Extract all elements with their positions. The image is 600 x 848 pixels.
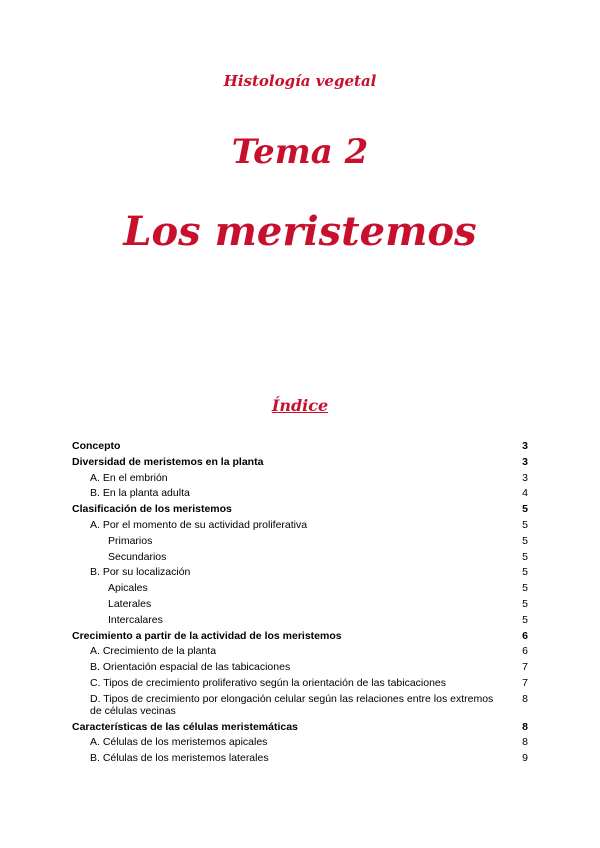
toc-entry[interactable] — [72, 535, 528, 547]
toc-entry-label: Laterales — [108, 597, 152, 610]
toc-entry[interactable] — [72, 440, 528, 452]
tema-heading: Tema 2 — [231, 132, 369, 172]
toc-entry[interactable] — [72, 582, 528, 594]
toc-entry-page: 3 — [522, 440, 528, 452]
toc-entry[interactable] — [72, 721, 528, 733]
toc-entry-label: Concepto — [72, 440, 121, 452]
toc-entry-page: 5 — [522, 518, 528, 531]
toc-entry-label: Diversidad de meristemos en la planta — [72, 455, 264, 468]
toc-entry[interactable] — [72, 752, 528, 764]
toc-entry-page: 5 — [522, 582, 528, 595]
toc-entry-page: 3 — [522, 471, 528, 484]
toc-entry-label: Secundarios — [108, 550, 167, 563]
toc-entry-page: 5 — [522, 566, 528, 579]
toc-entry[interactable] — [72, 598, 528, 610]
toc-entry-label: A. Por el momento de su actividad proliferativa — [90, 518, 308, 531]
toc-entry[interactable] — [72, 630, 528, 642]
toc-entry-page: 6 — [522, 645, 528, 658]
toc-entry-page: 5 — [522, 503, 528, 516]
toc-entry-page: 5 — [522, 613, 528, 626]
subject-title: Histología vegetal — [223, 72, 377, 90]
toc-entry-label: Clasificación de los meristemos — [72, 503, 232, 516]
toc-entry-page: 7 — [522, 676, 528, 689]
toc-entry-page: 3 — [522, 455, 528, 468]
toc-entry[interactable] — [72, 645, 528, 657]
toc-entry[interactable] — [72, 456, 528, 468]
toc-entry-label: A. Crecimiento de la planta — [90, 645, 217, 658]
toc-entry-label: B. Orientación espacial de las tabicaciones — [90, 661, 291, 674]
toc-entry-label: D. Tipos de crecimiento por elongación celular según las relaciones entre los extremos de células vecinas — [90, 692, 494, 717]
toc-entry[interactable] — [72, 519, 528, 531]
toc-entry-page: 7 — [522, 661, 528, 674]
toc-entry-label: Primarios — [108, 534, 153, 547]
toc-entry-page: 9 — [522, 752, 528, 765]
page-title: Los meristemos — [123, 208, 477, 255]
toc-entry-label: B. Células de los meristemos laterales — [90, 752, 269, 765]
toc-entry[interactable] — [72, 693, 528, 717]
toc-entry-page: 5 — [522, 550, 528, 563]
toc-entry-page: 6 — [522, 629, 528, 642]
toc-entry-page: 8 — [522, 692, 528, 705]
table-of-contents — [72, 440, 528, 768]
toc-entry[interactable] — [72, 503, 528, 515]
toc-entry-label: Características de las células meristemáticas — [72, 720, 298, 733]
toc-entry-page: 4 — [522, 487, 528, 500]
toc-entry[interactable] — [72, 551, 528, 563]
toc-entry-label: A. Células de los meristemos apicales — [90, 736, 268, 749]
toc-entry-page: 8 — [522, 736, 528, 749]
toc-entry-page: 5 — [522, 597, 528, 610]
toc-entry[interactable] — [72, 472, 528, 484]
toc-entry[interactable] — [72, 614, 528, 626]
toc-entry[interactable] — [72, 487, 528, 499]
toc-entry-label: Apicales — [108, 582, 148, 595]
toc-entry-label: B. En la planta adulta — [90, 487, 190, 500]
toc-entry[interactable] — [72, 736, 528, 748]
toc-entry-page: 8 — [522, 720, 528, 733]
toc-entry-page: 5 — [522, 534, 528, 547]
toc-entry-label: Intercalares — [108, 613, 163, 626]
toc-entry-label: C. Tipos de crecimiento proliferativo según la orientación de las tabicaciones — [90, 676, 447, 689]
toc-entry-label: Crecimiento a partir de la actividad de los meristemos — [72, 629, 342, 642]
toc-entry[interactable] — [72, 677, 528, 689]
toc-entry-label: B. Por su localización — [90, 566, 191, 579]
toc-entry[interactable] — [72, 566, 528, 578]
toc-entry[interactable] — [72, 661, 528, 673]
index-heading: Índice — [271, 396, 329, 415]
toc-entry-label: A. En el embrión — [90, 471, 168, 484]
